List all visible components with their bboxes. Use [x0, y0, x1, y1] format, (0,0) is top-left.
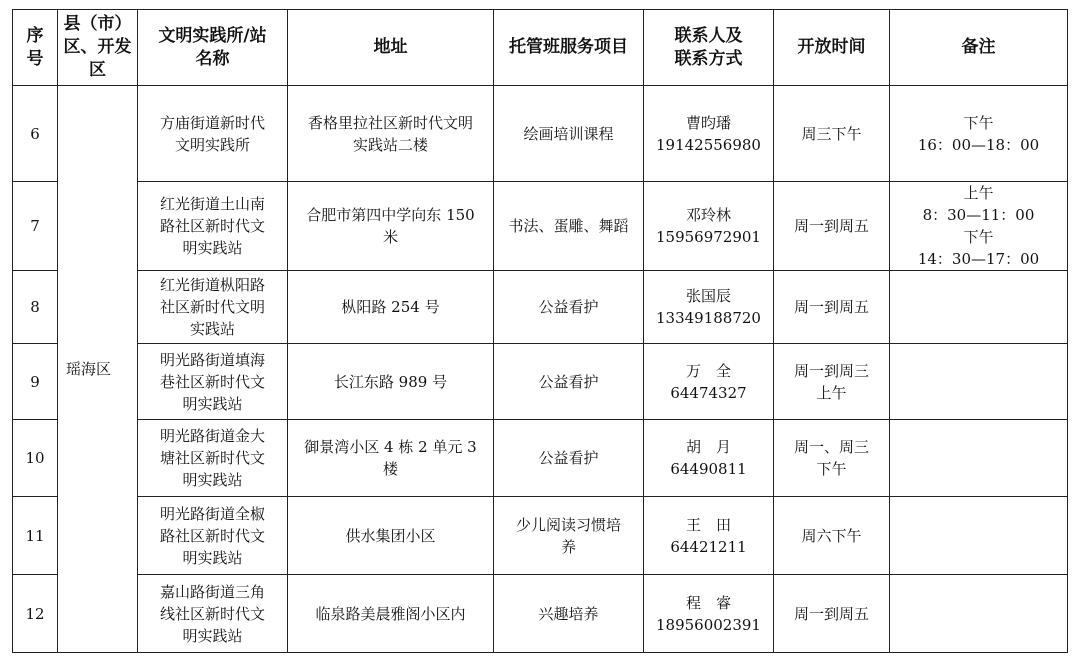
cell-address: 香格里拉社区新时代文明 实践站二楼 — [288, 86, 494, 182]
cell-num: 11 — [13, 497, 58, 575]
cell-contact: 张国辰 13349188720 — [644, 271, 774, 344]
cell-num: 12 — [13, 575, 58, 653]
cell-address: 临泉路美晨雅阁小区内 — [288, 575, 494, 653]
table-row — [13, 182, 1068, 271]
cell-num: 8 — [13, 271, 58, 344]
cell-contact: 程 睿 18956002391 — [644, 575, 774, 653]
cell-remark — [890, 420, 1068, 497]
cell-num: 10 — [13, 420, 58, 497]
cell-open-time: 周六下午 — [774, 497, 890, 575]
cell-num: 7 — [13, 182, 58, 271]
cell-remark: 上午 8：30—11：00 下午 14：30—17：00 — [890, 182, 1068, 271]
cell-open-time: 周一到周五 — [774, 271, 890, 344]
header-contact: 联系人及 联系方式 — [644, 10, 774, 86]
table-row — [13, 344, 1068, 420]
cell-num: 6 — [13, 86, 58, 182]
cell-county: 瑶海区 — [58, 86, 138, 653]
cell-address: 御景湾小区 4 栋 2 单元 3 楼 — [288, 420, 494, 497]
cell-open-time: 周一到周五 — [774, 182, 890, 271]
cell-open-time: 周三下午 — [774, 86, 890, 182]
cell-contact: 邓玲林 15956972901 — [644, 182, 774, 271]
cell-open-time: 周一到周五 — [774, 575, 890, 653]
practice-station-table — [12, 9, 1068, 653]
table-row — [13, 271, 1068, 344]
header-county: 县（市） 区、开发 区 — [58, 10, 138, 86]
cell-service: 书法、蛋雕、舞蹈 — [494, 182, 644, 271]
cell-remark — [890, 344, 1068, 420]
cell-site: 红光街道枞阳路 社区新时代文明 实践站 — [138, 271, 288, 344]
cell-open-time: 周一到周三 上午 — [774, 344, 890, 420]
cell-contact: 胡 月 64490811 — [644, 420, 774, 497]
cell-site: 明光路街道全椒 路社区新时代文 明实践站 — [138, 497, 288, 575]
header-num: 序 号 — [13, 10, 58, 86]
cell-remark — [890, 497, 1068, 575]
cell-site: 明光路街道金大 塘社区新时代文 明实践站 — [138, 420, 288, 497]
cell-contact: 曹昀璠 19142556980 — [644, 86, 774, 182]
cell-service: 公益看护 — [494, 271, 644, 344]
table-row — [13, 420, 1068, 497]
header-row — [13, 10, 1068, 86]
cell-contact: 万 全 64474327 — [644, 344, 774, 420]
header-address: 地址 — [288, 10, 494, 86]
cell-service: 公益看护 — [494, 344, 644, 420]
header-service: 托管班服务项目 — [494, 10, 644, 86]
cell-site: 明光路街道填海 巷社区新时代文 明实践站 — [138, 344, 288, 420]
cell-service: 少儿阅读习惯培 养 — [494, 497, 644, 575]
cell-service: 兴趣培养 — [494, 575, 644, 653]
cell-service: 绘画培训课程 — [494, 86, 644, 182]
header-open-time: 开放时间 — [774, 10, 890, 86]
table-row — [13, 86, 1068, 182]
table-row — [13, 575, 1068, 653]
cell-num: 9 — [13, 344, 58, 420]
header-site: 文明实践所/站 名称 — [138, 10, 288, 86]
cell-open-time: 周一、周三 下午 — [774, 420, 890, 497]
cell-site: 方庙街道新时代 文明实践所 — [138, 86, 288, 182]
cell-site: 红光街道土山南 路社区新时代文 明实践站 — [138, 182, 288, 271]
table-row — [13, 497, 1068, 575]
cell-site: 嘉山路街道三角 线社区新时代文 明实践站 — [138, 575, 288, 653]
cell-address: 合肥市第四中学向东 150 米 — [288, 182, 494, 271]
cell-remark — [890, 575, 1068, 653]
cell-contact: 王 田 64421211 — [644, 497, 774, 575]
cell-address: 长江东路 989 号 — [288, 344, 494, 420]
header-remark: 备注 — [890, 10, 1068, 86]
cell-service: 公益看护 — [494, 420, 644, 497]
cell-address: 供水集团小区 — [288, 497, 494, 575]
cell-remark: 下午 16：00—18：00 — [890, 86, 1068, 182]
cell-address: 枞阳路 254 号 — [288, 271, 494, 344]
cell-remark — [890, 271, 1068, 344]
